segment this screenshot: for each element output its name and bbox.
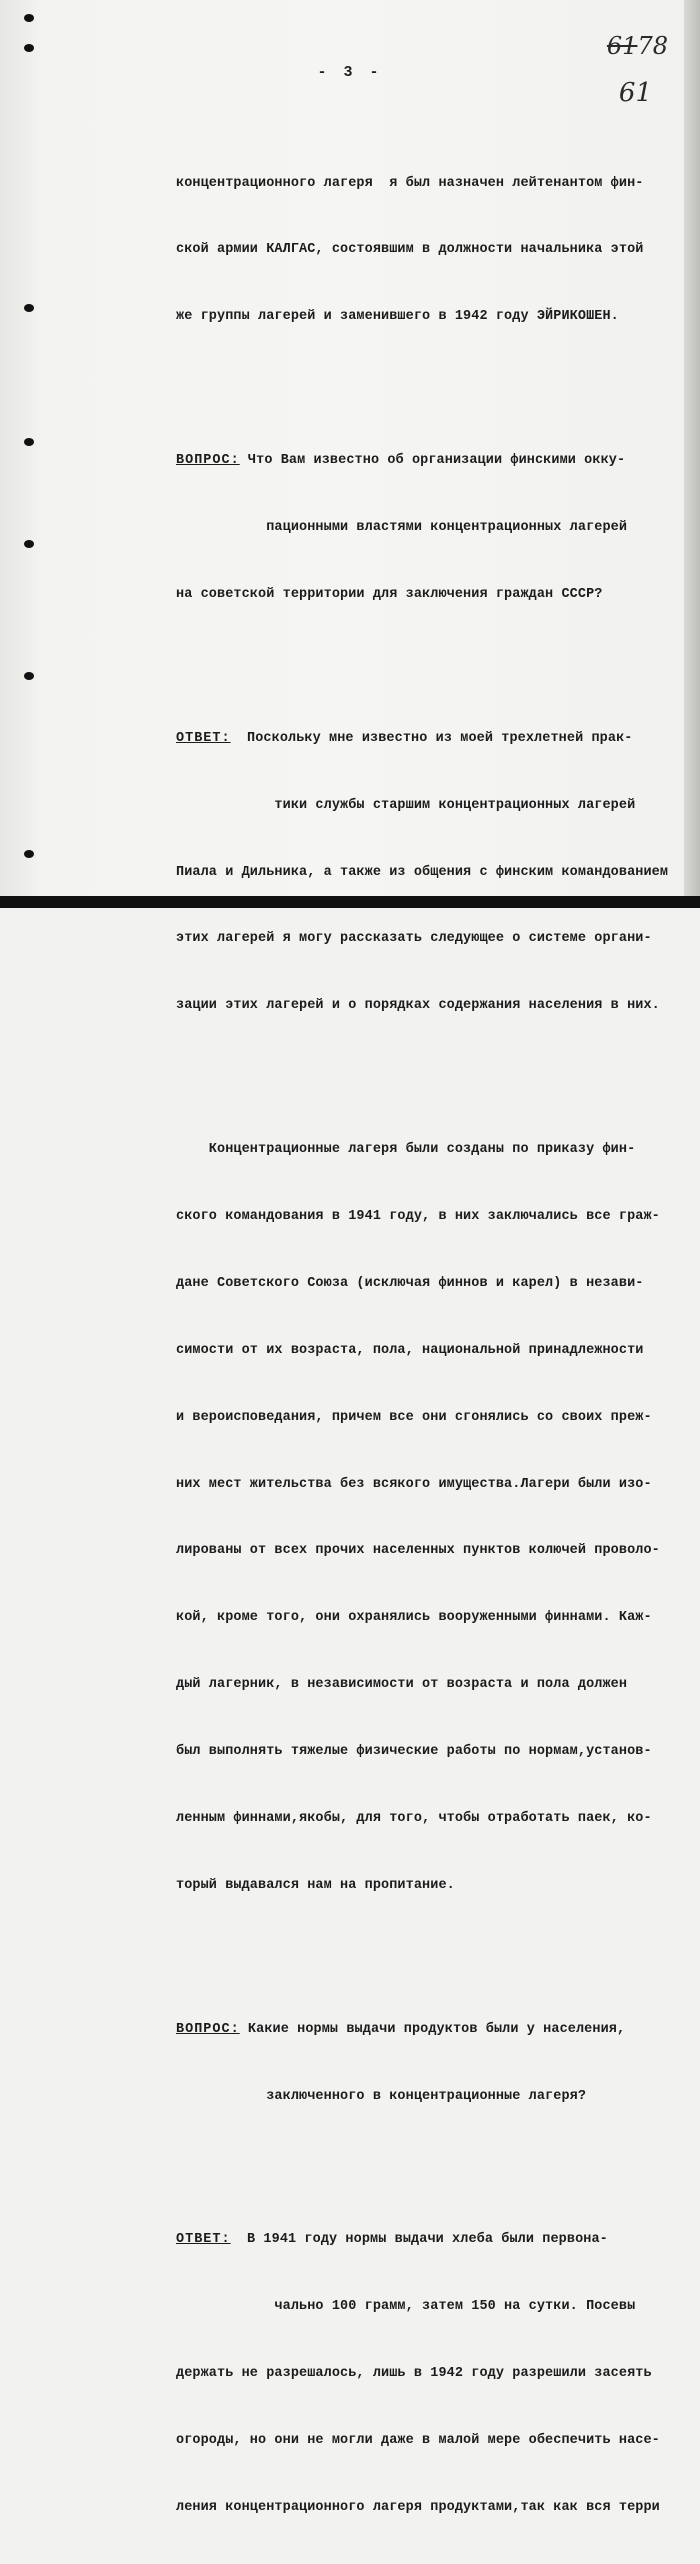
document-body [176, 128, 686, 2564]
text-line: ленным финнами,якобы, для того, чтобы отработать паек, ко- [176, 1810, 652, 1826]
text-line: ской армии КАЛГАС, состоявшим в должности начальника этой [176, 242, 644, 258]
text-line: ского командования в 1941 году, в них заключались все граж- [176, 1208, 660, 1224]
handwritten-folio: 61 [618, 78, 652, 108]
text-line: и вероисповедания, причем все они сгонялись со своих преж- [176, 1409, 652, 1425]
answer-line [176, 728, 686, 750]
answer-label: ОТВЕТ: [176, 2232, 231, 2248]
text-line: лированы от всех прочих населенных пунктов колючей проволо- [176, 1543, 660, 1559]
handwritten-folio-corrected [607, 32, 668, 60]
page-number: - 3 - [317, 64, 383, 81]
page-edge-shadow [684, 0, 700, 908]
question-label: ВОПРОС: [176, 2021, 240, 2037]
text-line: кой, кроме того, они охранялись вооруженными финнами. Каж- [176, 1610, 652, 1626]
text-line: заключенного в концентрационные лагеря? [176, 2088, 587, 2104]
answer-line [176, 2229, 686, 2251]
text-line: дый лагерник, в независимости от возраста и пола должен [176, 1677, 628, 1693]
text-line: держать не разрешалось, лишь в 1942 году разрешили засеять [176, 2366, 652, 2382]
binding-hole [24, 438, 34, 446]
text-line: торый выдавался нам на пропитание. [176, 1877, 455, 1893]
text-line: тики службы старшим концентрационных лагерей [176, 797, 636, 813]
binding-hole [24, 540, 34, 548]
text-line: дане Советского Союза (исключая финнов и карел) в незави- [176, 1275, 644, 1291]
text-line: Концентрационные лагеря были созданы по приказу фин- [176, 1142, 636, 1158]
question-line [176, 2019, 686, 2041]
answer-label: ОТВЕТ: [176, 730, 231, 746]
text-line: концентрационного лагеря я был назначен лейтенантом фин- [176, 175, 644, 191]
binding-hole [24, 304, 34, 312]
text-line: этих лагерей я могу рассказать следующее о системе органи- [176, 931, 652, 947]
text-line: на советской территории для заключения граждан СССР? [176, 586, 603, 602]
text-line: Какие нормы выдачи продуктов были у населения, [239, 2021, 626, 2037]
text-line: Пиала и Дильника, а также из общения с финским командованием [176, 864, 669, 880]
text-line: огороды, но они не могли даже в малой мере обеспечить насе- [176, 2432, 660, 2448]
text-line: них мест жительства без всякого имущества.Лагери были изо- [176, 1476, 652, 1492]
binding-hole [24, 14, 34, 22]
text-line: пационными властями концентрационных лагерей [176, 520, 628, 536]
text-line: Что Вам известно об организации финскими окку- [239, 453, 626, 469]
text-line: В 1941 году нормы выдачи хлеба были первона- [230, 2232, 608, 2248]
question-label: ВОПРОС: [176, 453, 240, 469]
text-line: был выполнять тяжелые физические работы по нормам,установ- [176, 1744, 652, 1760]
text-line: Поскольку мне известно из моей трехлетней прак- [230, 730, 633, 746]
text-line: симости от их возраста, пола, национальной принадлежности [176, 1342, 644, 1358]
binding-hole [24, 44, 34, 52]
text-line: же группы лагерей и заменившего в 1942 году ЭЙРИКОШЕН. [176, 309, 619, 325]
text-line: зации этих лагерей и о порядках содержания населения в них. [176, 998, 660, 1014]
text-line: ления концентрационного лагеря продуктами,так как вся терри [176, 2499, 660, 2515]
binding-hole [24, 850, 34, 858]
crossed-number: 61 [606, 32, 638, 60]
corrected-number: 78 [637, 32, 668, 60]
question-line [176, 450, 686, 472]
binding-hole [24, 672, 34, 680]
text-line: чально 100 грамм, затем 150 на сутки. Посевы [176, 2299, 636, 2315]
